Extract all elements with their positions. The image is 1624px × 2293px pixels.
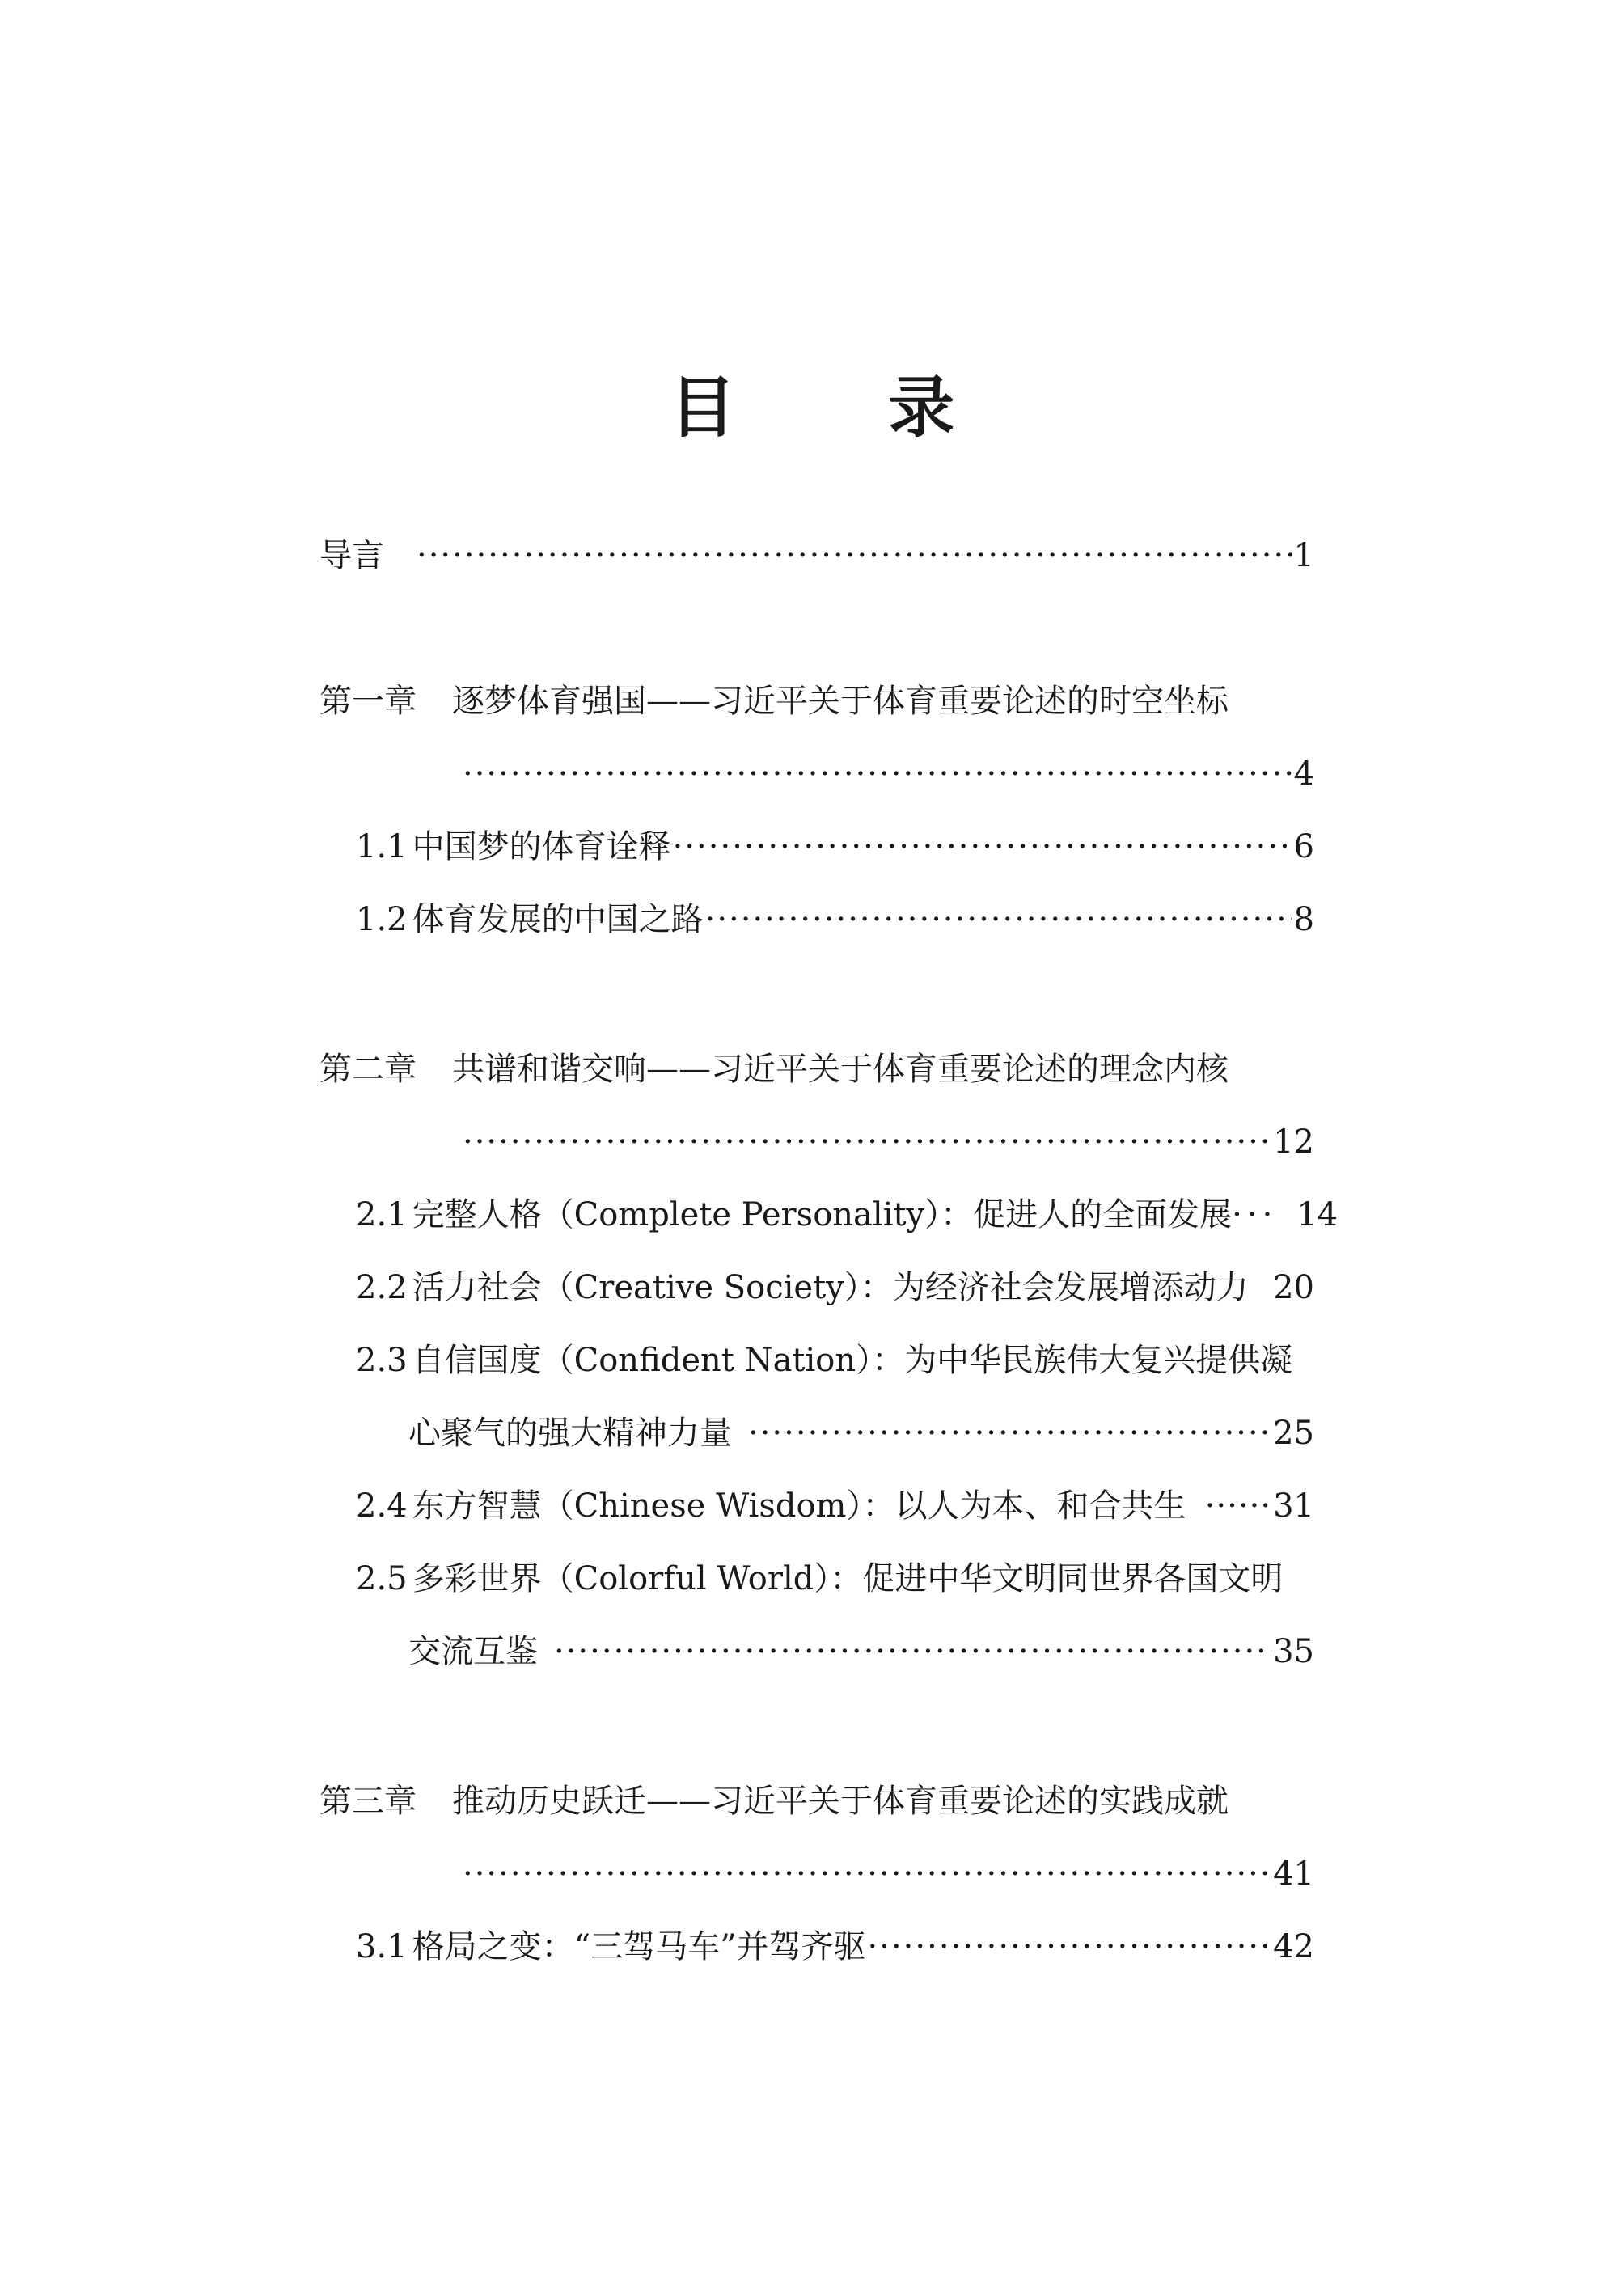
dot-leader [673,821,1292,873]
toc-label: 完整人格（Complete Personality）：促进人的全面发展 [412,1196,1233,1233]
section-number: 1.1 [356,828,408,865]
toc-label: 体育发展的中国之路 [412,901,704,938]
section-number: 3.1 [356,1928,408,1965]
toc-label: 导言 [319,537,384,574]
toc-entry-intro[interactable] [319,530,1314,582]
dot-leader: ··· [1232,1196,1278,1233]
toc-label: 中国梦的体育诠释 [412,828,671,865]
section-number: 2.3 [356,1342,408,1379]
toc-section-2-2[interactable] [356,1262,1314,1314]
dot-leader [748,1407,1271,1459]
toc-label-continuation: 交流互鉴 [408,1633,538,1670]
section-number: 2.2 [356,1269,408,1306]
toc-label: 自信国度（Confident Nation）：为中华民族伟大复兴提供凝 [412,1342,1293,1379]
toc-label: 多彩世界（Colorful World）：促进中华文明同世界各国文明 [412,1560,1284,1597]
toc-page-number: 35 [1273,1633,1314,1670]
toc-section-2-1[interactable] [356,1189,1339,1241]
chapter-number: 第一章 [319,683,417,720]
toc-page-number: 20 [1273,1269,1314,1306]
dot-leader [463,1116,1271,1168]
toc-page-number: 31 [1273,1487,1314,1525]
toc-label: 东方智慧（Chinese Wisdom）：以人为本、和合共生 [412,1487,1186,1525]
toc-page-number: 12 [1273,1123,1314,1161]
dot-leader [463,1848,1271,1900]
toc-section-2-5-continuation[interactable] [408,1626,1314,1677]
section-number: 2.1 [356,1196,408,1233]
dot-leader [417,530,1292,582]
section-number: 1.2 [356,901,408,938]
dot-leader [554,1626,1271,1677]
chapter-number: 第三章 [319,1783,417,1820]
toc-section-2-3[interactable] [356,1335,1314,1386]
toc-page-number: 4 [1293,755,1314,793]
toc-page-number: 1 [1293,537,1314,574]
section-number: 2.4 [356,1487,408,1525]
dot-leader: ······ [1204,1487,1272,1525]
toc-chapter-3-page-line[interactable] [461,1848,1314,1900]
dot-leader [705,894,1292,946]
toc-page-number: 25 [1273,1415,1314,1452]
toc-section-1-1[interactable] [356,821,1314,873]
toc-section-1-2[interactable] [356,894,1314,946]
toc-section-2-3-continuation[interactable] [408,1407,1314,1459]
toc-chapter-1-page-line[interactable] [461,748,1314,800]
chapter-title: 推动历史跃迁——习近平关于体育重要论述的实践成就 [452,1783,1229,1820]
toc-label-continuation: 心聚气的强大精神力量 [408,1415,732,1452]
toc-page-number: 41 [1273,1855,1314,1893]
toc-page-number: 6 [1293,828,1314,865]
toc-section-3-1[interactable] [356,1921,1314,1973]
toc-section-2-4[interactable] [356,1480,1314,1532]
toc-page-number: 14 [1296,1196,1339,1233]
dot-leader [868,1921,1272,1973]
toc-chapter-2-page-line[interactable] [461,1116,1314,1168]
toc-page-number: 8 [1293,901,1314,938]
page-title: 目 录 [669,370,1020,446]
chapter-title: 逐梦体育强国——习近平关于体育重要论述的时空坐标 [452,683,1229,720]
toc-section-2-5[interactable] [356,1553,1314,1605]
toc-chapter-2-title[interactable] [319,1043,1314,1095]
section-number: 2.5 [356,1560,408,1597]
toc-label: 活力社会（Creative Society）：为经济社会发展增添动力 [412,1269,1249,1306]
toc-chapter-1-title[interactable] [319,675,1314,727]
chapter-number: 第二章 [319,1051,417,1088]
dot-leader [463,748,1292,800]
toc-page-number: 42 [1273,1928,1314,1965]
toc-label: 格局之变：“三驾马车”并驾齐驱 [412,1928,866,1965]
chapter-title: 共谱和谐交响——习近平关于体育重要论述的理念内核 [452,1051,1229,1088]
toc-chapter-3-title[interactable] [319,1775,1314,1827]
